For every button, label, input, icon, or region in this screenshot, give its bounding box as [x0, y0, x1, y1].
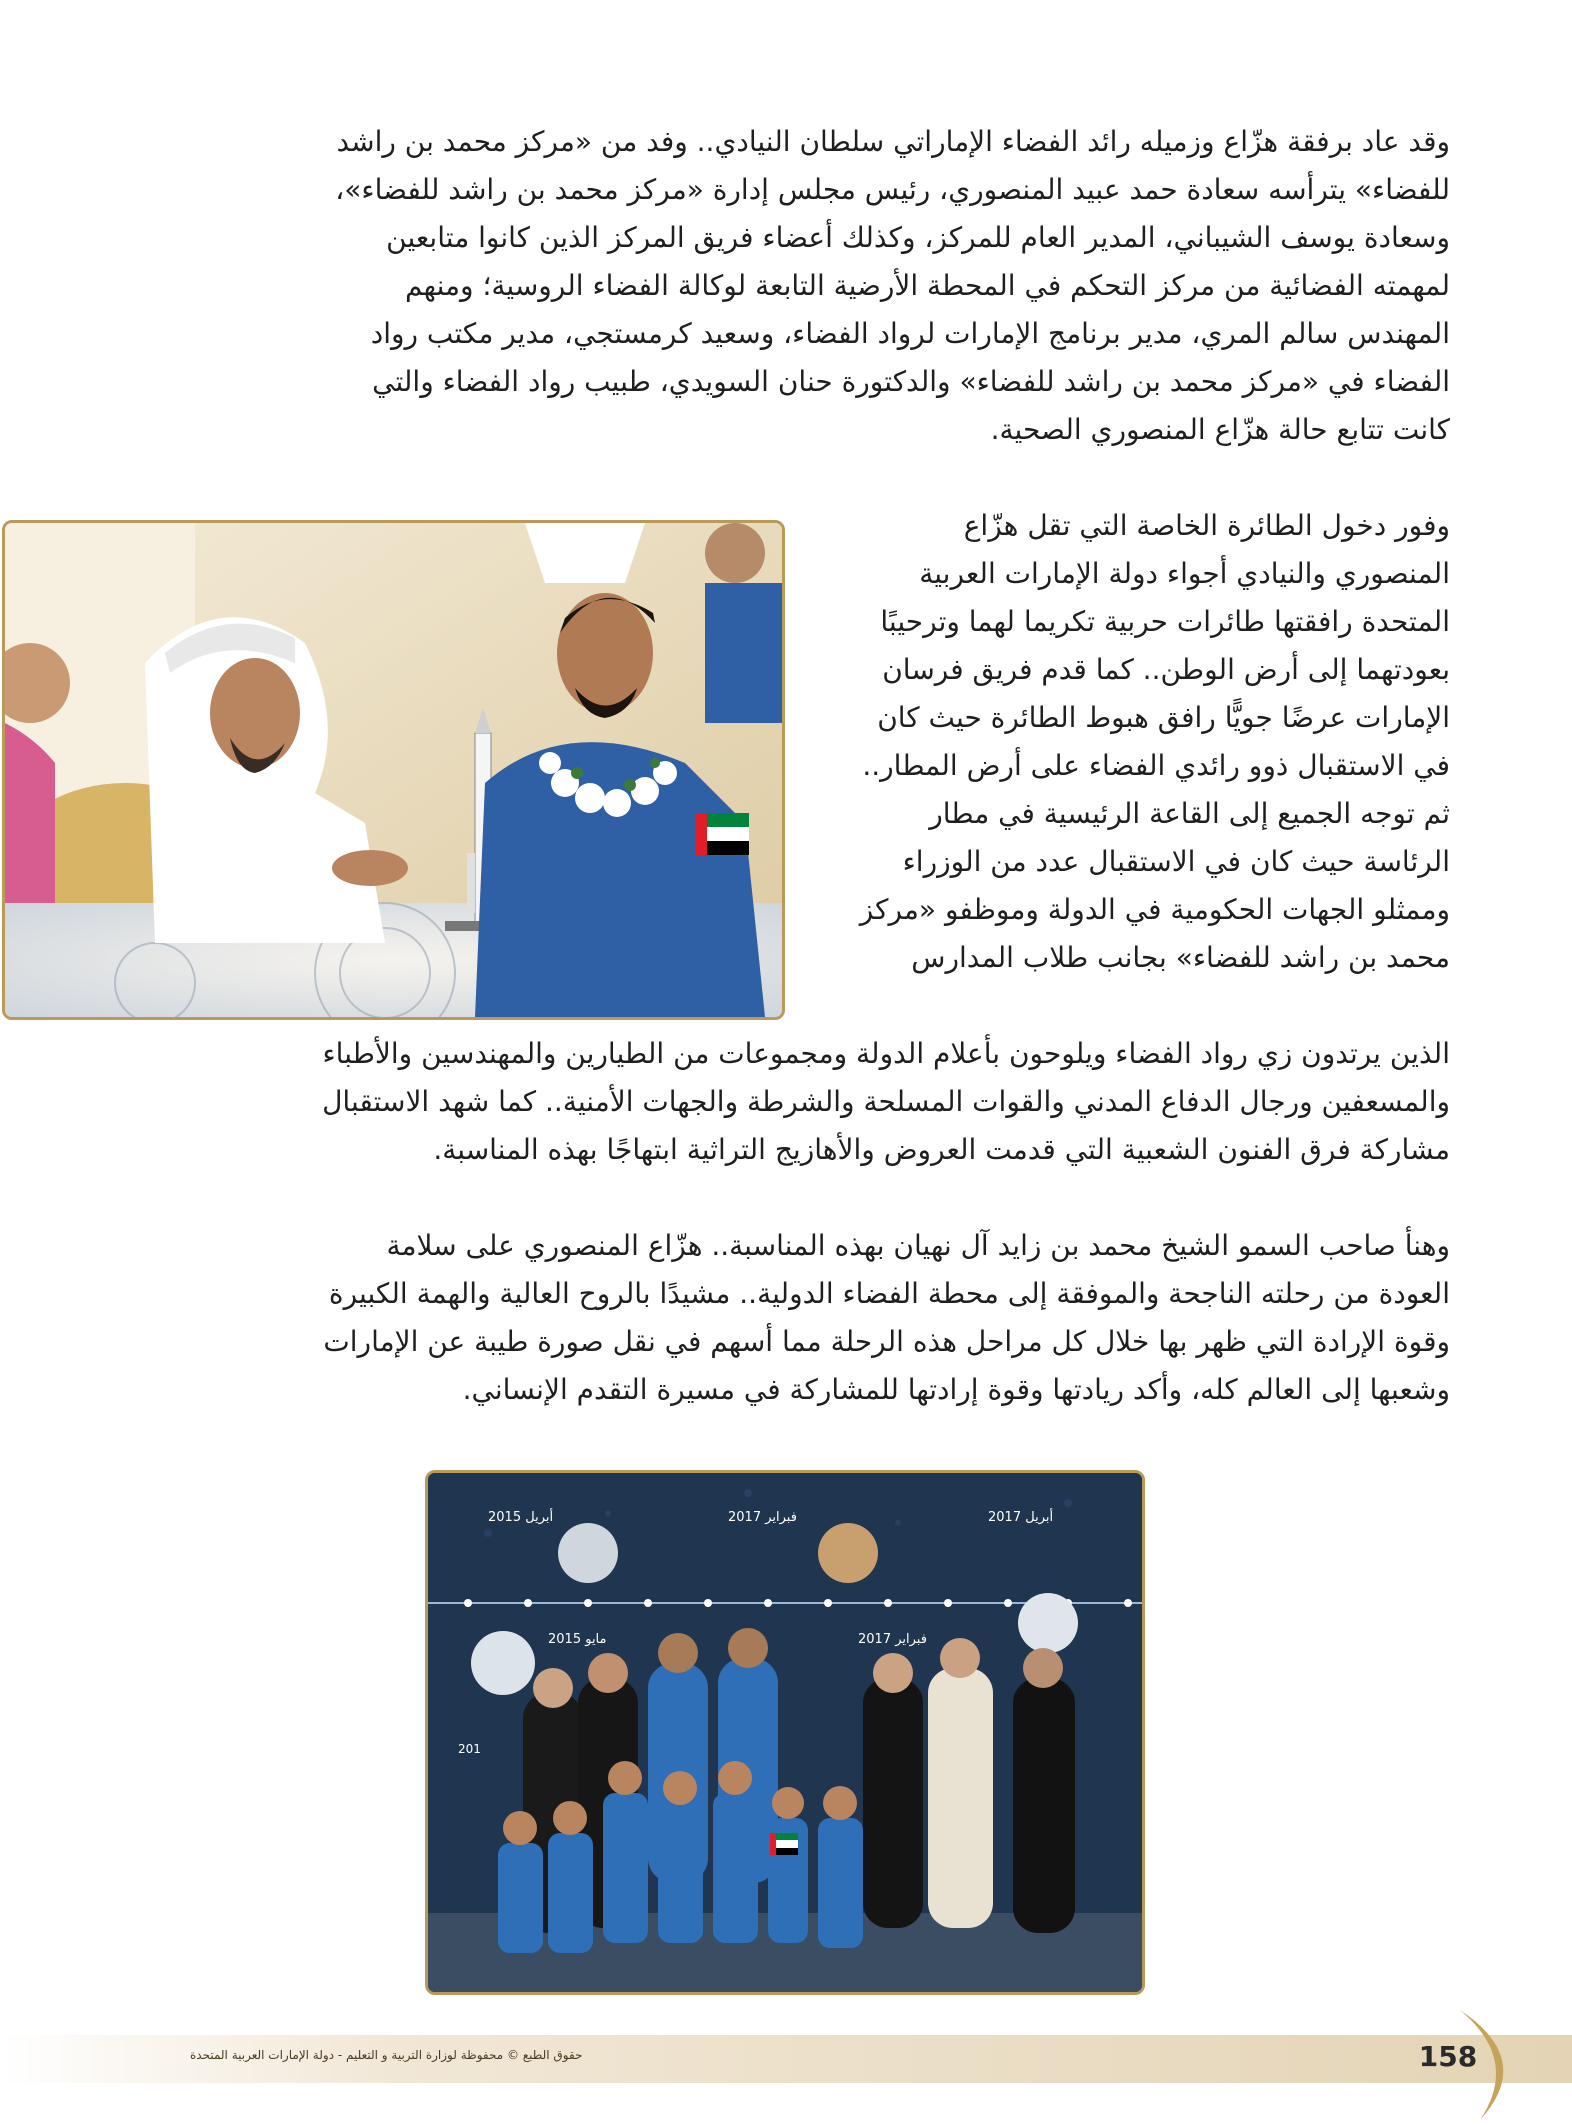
- text-line: بعودتهما إلى أرض الوطن.. كما قدم فريق فرسان: [882, 653, 1450, 686]
- text-line: الإمارات عرضًا جويًّا رافق هبوط الطائرة حيث كان: [877, 701, 1450, 734]
- timeline-image-icon: [471, 1631, 535, 1695]
- astronaut-meeting-photo: [2, 520, 785, 1020]
- timeline-label: فبراير 2017: [728, 1510, 797, 1525]
- copyright-notice: حقوق الطبع © محفوظة لوزارة التربية و التعليم - دولة الإمارات العربية المتحدة: [190, 2048, 583, 2062]
- timeline-image-icon: [558, 1523, 618, 1583]
- text-line: لمهمته الفضائية من مركز التحكم في المحطة الأرضية التابعة لوكالة الفضاء الروسية؛ ومنهم: [405, 269, 1450, 302]
- timeline-image-icon: [818, 1523, 878, 1583]
- text-line: وهنأ صاحب السمو الشيخ محمد بن زايد آل نهيان بهذه المناسبة.. هزّاع المنصوري على سلامة: [386, 1229, 1450, 1262]
- timeline-edge-label: 201: [458, 1742, 481, 1756]
- paragraph-1: [190, 118, 1450, 454]
- text-line: والمسعفين ورجال الدفاع المدني والقوات المسلحة والشرطة والجهات الأمنية.. كما شهد الاستقبال: [322, 1085, 1450, 1118]
- timeline-image-icon: [1018, 1593, 1078, 1653]
- text-line: محمد بن راشد للفضاء» بجانب طلاب المدارس: [911, 941, 1450, 974]
- astronaut-meeting-illustration: [5, 523, 782, 1017]
- timeline-label: أبريل 2017: [988, 1510, 1054, 1525]
- timeline-label: أبريل 2015: [488, 1510, 554, 1525]
- text-line: المتحدة رافقتها طائرات حربية تكريما لهما وترحيبًا: [880, 605, 1450, 638]
- timeline-label: فبراير 2017: [858, 1632, 927, 1647]
- text-line: الرئاسة حيث كان في الاستقبال عدد من الوزراء: [902, 845, 1450, 878]
- group-timeline-illustration: [428, 1473, 1142, 1992]
- text-line: وفور دخول الطائرة الخاصة التي تقل هزّاع: [963, 509, 1450, 542]
- text-line: وشعبها إلى العالم كله، وأكد ريادتها وقوة إرادتها للمشاركة في مسيرة التقدم الإنساني.: [462, 1373, 1450, 1406]
- page-number: 158: [1418, 2040, 1478, 2073]
- text-line: المنصوري والنيادي أجواء دولة الإمارات العربية: [919, 557, 1450, 590]
- text-line: وسعادة يوسف الشيباني، المدير العام للمركز، وكذلك أعضاء فريق المركز الذين كانوا متابعين: [386, 221, 1450, 254]
- text-line: وقد عاد برفقة هزّاع وزميله رائد الفضاء الإماراتي سلطان النيادي.. وفد من «مركز محمد بن راشد: [336, 125, 1450, 158]
- text-line: العودة من رحلته الناجحة والموفقة إلى محطة الفضاء الدولية.. مشيدًا بالروح العالية والهمة الكبيرة: [328, 1277, 1450, 1310]
- paragraph-4: [190, 1222, 1450, 1414]
- text-line: المهندس سالم المري، مدير برنامج الإمارات لرواد الفضاء، وسعيد كرمستجي، مدير مكتب رواد: [370, 317, 1450, 350]
- text-line: وقوة الإرادة التي ظهر بها خلال كل مراحل هذه الرحلة مما أسهم في نقل صورة طيبة عن الإمارات: [323, 1325, 1450, 1358]
- crescent-ornament-icon: [1440, 2000, 1530, 2125]
- text-line: للفضاء» يترأسه سعادة حمد عبيد المنصوري، رئيس مجلس إدارة «مركز محمد بن راشد للفضاء»،: [335, 173, 1450, 206]
- text-line: الفضاء في «مركز محمد بن راشد للفضاء» والدكتورة حنان السويدي، طبيب رواد الفضاء والتي: [372, 365, 1450, 398]
- group-timeline-photo: [425, 1470, 1145, 1995]
- text-line: مشاركة فرق الفنون الشعبية التي قدمت العروض والأهازيج التراثية ابتهاجًا بهذه المناسبة.: [433, 1133, 1450, 1166]
- text-line: في الاستقبال ذوو رائدي الفضاء على أرض المطار..: [862, 749, 1450, 782]
- paragraph-2: [785, 502, 1450, 982]
- text-line: وممثلو الجهات الحكومية في الدولة وموظفو «مركز: [859, 893, 1450, 926]
- timeline-label: مايو 2015: [548, 1632, 607, 1647]
- text-line: كانت تتابع حالة هزّاع المنصوري الصحية.: [990, 413, 1450, 446]
- text-line: الذين يرتدون زي رواد الفضاء ويلوحون بأعلام الدولة ومجموعات من الطيارين والمهندسين والأطباء: [322, 1037, 1450, 1070]
- paragraph-3: [190, 1030, 1450, 1174]
- text-line: ثم توجه الجميع إلى القاعة الرئيسية في مطار: [929, 797, 1450, 830]
